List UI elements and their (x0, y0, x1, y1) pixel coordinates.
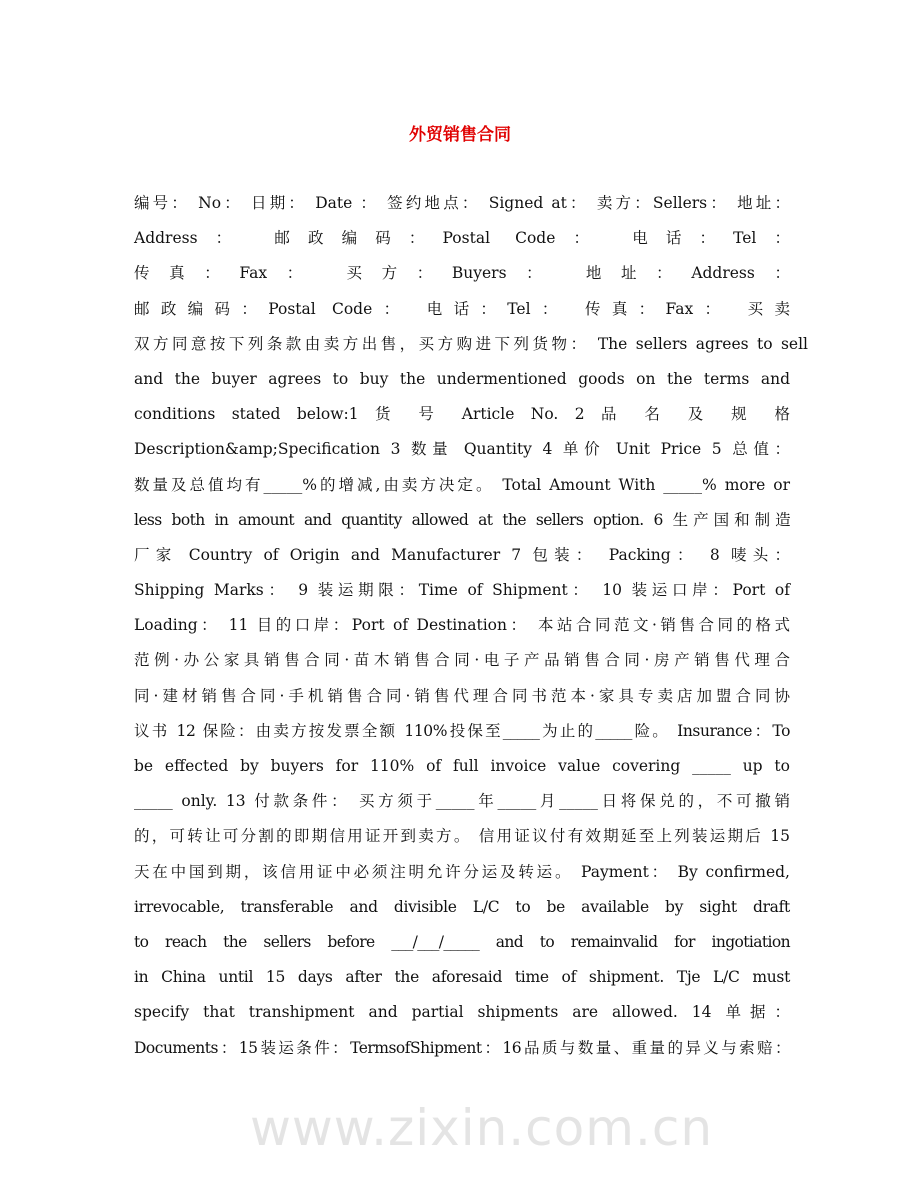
text-line: _____ only. 13 付款条件： 买方须于_____年_____月_____日将保兑的，不可撤销 (134, 792, 790, 811)
text-line: 同·建材销售合同·手机销售合同·销售代理合同书范本·家具专卖店加盟合同协 (134, 686, 790, 705)
text-line: Documents：15装运条件：TermsofShipment：16品质与数量、重量的异义与索赔： (134, 1038, 790, 1057)
text-line: 传真：Fax： 买方：Buyers： 地址：Address： (134, 264, 790, 283)
text-line: 编号： No： 日期： Date ： 签约地点： Signed at： 卖方：Sellers： 地址： (134, 194, 790, 212)
text-line: 邮政编码：Postal Code： 电话：Tel： 传真：Fax： 买卖 (134, 299, 790, 318)
text-line: and the buyer agrees to buy the undermentioned goods on the terms and (134, 369, 790, 388)
text-line: Shipping Marks： 9 装运期限：Time of Shipment： 10 装运口岸：Port of (134, 581, 790, 600)
text-line: 范例·办公家具销售合同·苗木销售合同·电子产品销售合同·房产销售代理合 (134, 651, 790, 670)
text-line: to reach the sellers before ___/___/_____ and to remainvalid for ingotiation (134, 932, 790, 951)
text-line: 数量及总值均有_____%的增减,由卖方决定。 Total Amount With _____% more or (134, 475, 790, 494)
text-line: 双方同意按下列条款由卖方出售，买方购进下列货物： The sellers agrees to sell (134, 334, 808, 353)
text-line: Address： 邮政编码：Postal Code： 电话：Tel： (134, 229, 790, 248)
text-line: 的，可转让可分割的即期信用证开到卖方。 信用证议付有效期延至上列装运期后 15 (134, 827, 790, 846)
contract-body (134, 192, 808, 1072)
text-line: Description&amp;Specification 3 数量 Quantity 4 单价 Unit Price 5 总值： (134, 440, 790, 459)
text-line: be effected by buyers for 110% of full invoice value covering _____ up to (134, 757, 790, 775)
text-line: less both in amount and quantity allowed at the sellers option. 6 生产国和制造 (134, 510, 790, 529)
text-line: 议书 12 保险：由卖方按发票全额 110%投保至_____为止的_____险。 Insurance：To (134, 721, 790, 740)
text-line: specify that transhipment and partial shipments are allowed. 14 单据： (134, 1003, 790, 1022)
text-line: Loading： 11 目的口岸：Port of Destination： 本站合同范文·销售合同的格式 (134, 616, 790, 635)
watermark: www.zixin.com.cn (250, 1099, 714, 1157)
text-line: 天在中国到期，该信用证中必须注明允许分运及转运。 Payment： By confirmed, (134, 862, 790, 881)
text-line: conditions stated below:1 货 号 Article No. 2 品 名 及 规 格 (134, 405, 790, 424)
text-line: in China until 15 days after the aforesaid time of shipment. Tje L/C must (134, 968, 790, 987)
document-title: 外贸销售合同 (409, 125, 511, 145)
text-line: 厂家 Country of Origin and Manufacturer 7 包装： Packing： 8 唛头： (134, 545, 790, 564)
text-line: irrevocable, transferable and divisible L/C to be available by sight draft (134, 897, 790, 916)
